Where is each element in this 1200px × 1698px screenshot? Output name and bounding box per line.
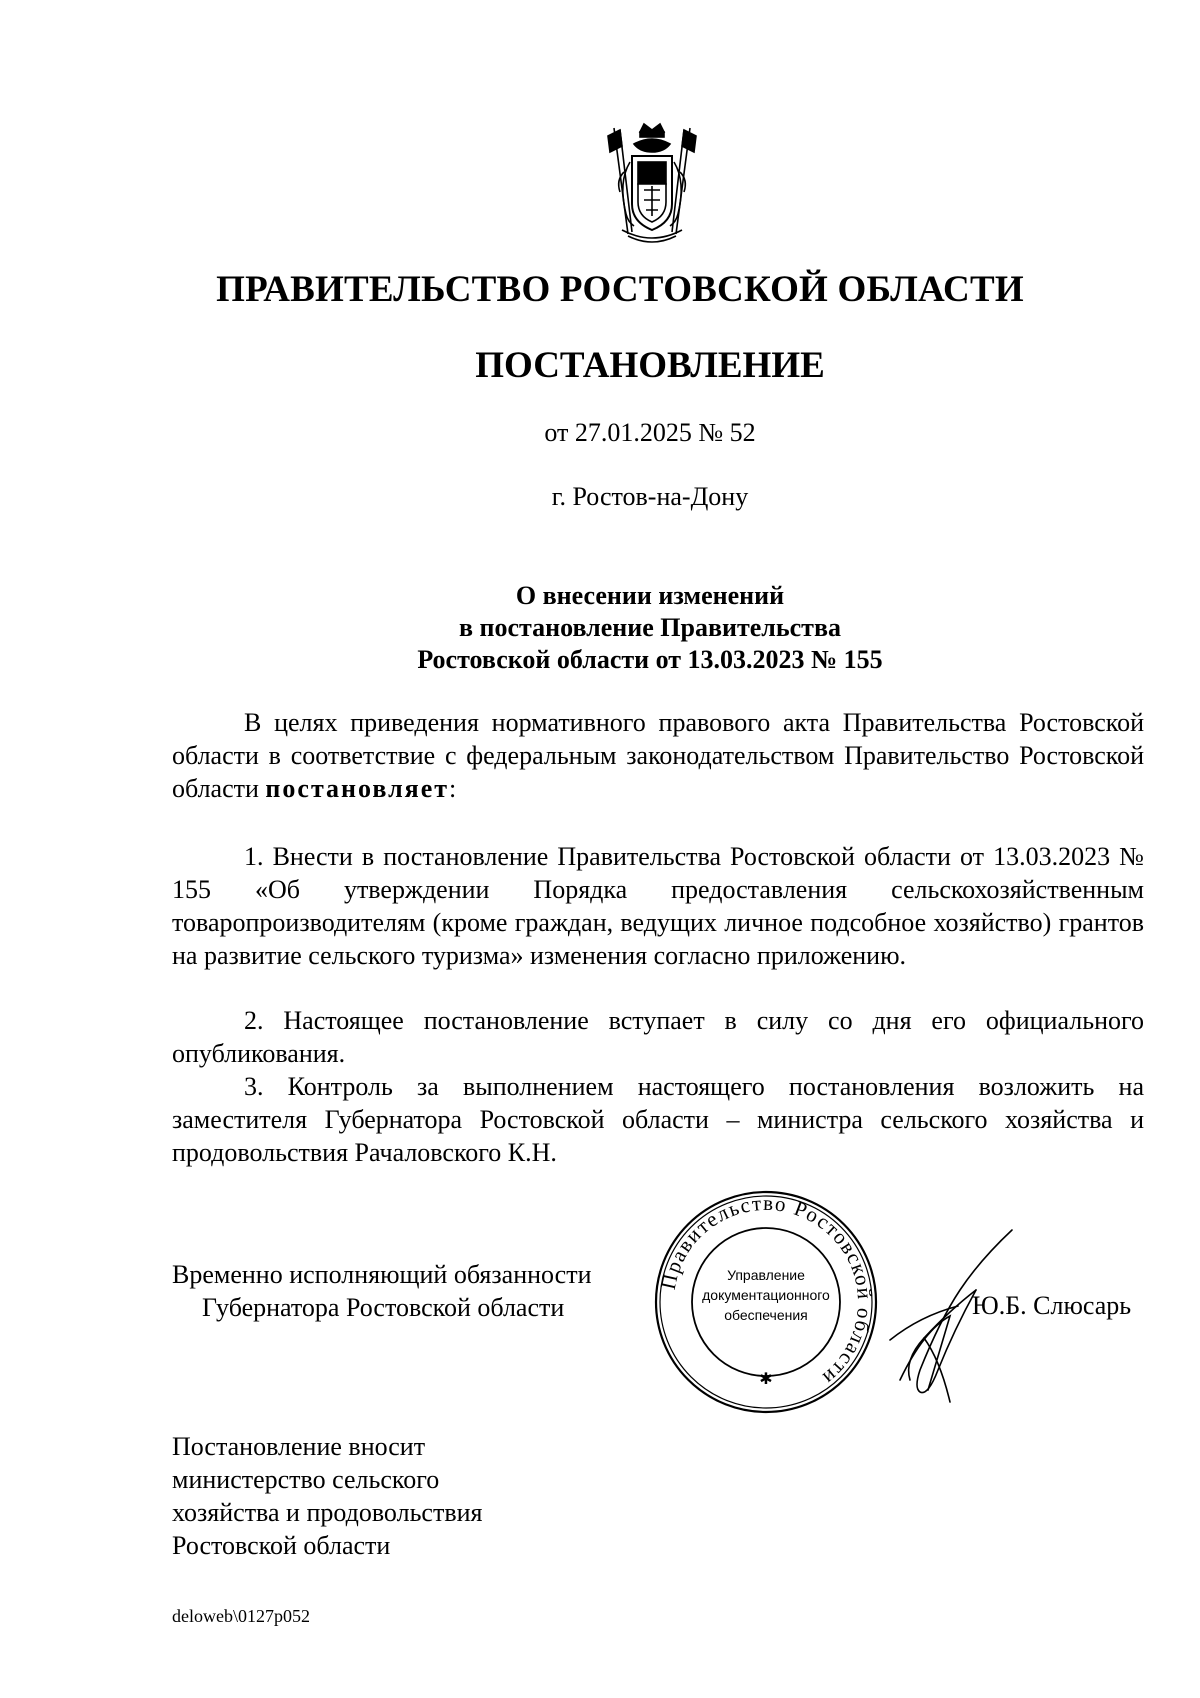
stamp-inner-line-2: документационного (702, 1287, 830, 1303)
submitter-line-4: Ростовской области (172, 1531, 391, 1560)
stamp-inner-line-3: обеспечения (724, 1307, 808, 1323)
submitter-line-3: хозяйства и продовольствия (172, 1498, 483, 1527)
subject-line-2: в постановление Правительства (458, 613, 841, 642)
preamble-end: : (449, 774, 457, 803)
document-type-title: ПОСТАНОВЛЕНИЕ (475, 345, 825, 386)
item-3-paragraph: 3. Контроль за выполнением настоящего постановления возложить на заместителя Губернатора Ростовской области – министра сельского хозяйства и продовольствия Рачаловского К.Н. (172, 1072, 1144, 1167)
subject-line-3: Ростовской области от 13.03.2023 № 155 (417, 645, 883, 674)
subject-line-1: О внесении изменений (515, 581, 785, 610)
submitter-note (172, 1430, 482, 1562)
organization-title: ПРАВИТЕЛЬСТВО РОСТОВСКОЙ ОБЛАСТИ (216, 269, 1024, 310)
preamble-text: В целях приведения нормативного правового акта Правительства Ростовской области в соответствие с федеральным законодательством Правительство Ростовской области (172, 708, 1144, 803)
item-1-paragraph: 1. Внести в постановление Правительства Ростовской области от 13.03.2023 № 155 «Об утверждении Порядка предоставления сельскохозяйственным товаропроизводителям (кроме граждан, ведущих личное подсобное хозяйство) грантов на развитие сельского туризма» изменения согласно приложению. (172, 842, 1144, 970)
submitter-line-1: Постановление вносит (172, 1432, 426, 1461)
official-stamp (652, 1188, 880, 1416)
stamp-outer-text: Правительство Ростовской области (655, 1190, 878, 1391)
coat-of-arms-emblem (600, 122, 704, 246)
signatory-position (172, 1258, 592, 1324)
stamp-inner-line-1: Управление (727, 1267, 805, 1283)
file-code: deloweb\0127p052 (172, 1606, 310, 1626)
preamble-paragraph (172, 706, 1144, 805)
document-date-number: от 27.01.2025 № 52 (544, 418, 756, 447)
document-city: г. Ростов-на-Дону (551, 482, 749, 511)
item-2-paragraph: 2. Настоящее постановление вступает в силу со дня его официального опубликования. (172, 1006, 1144, 1068)
stamp-star-icon: ✱ (759, 1371, 773, 1388)
signatory-name: Ю.Б. Слюсарь (972, 1291, 1132, 1320)
signatory-position-line-1: Временно исполняющий обязанности (172, 1260, 592, 1289)
document-subject (50, 580, 1200, 676)
signatory-position-line-2: Губернатора Ростовской области (202, 1293, 565, 1322)
preamble-keyword: постановляет (265, 774, 450, 803)
submitter-line-2: министерство сельского (172, 1465, 440, 1494)
